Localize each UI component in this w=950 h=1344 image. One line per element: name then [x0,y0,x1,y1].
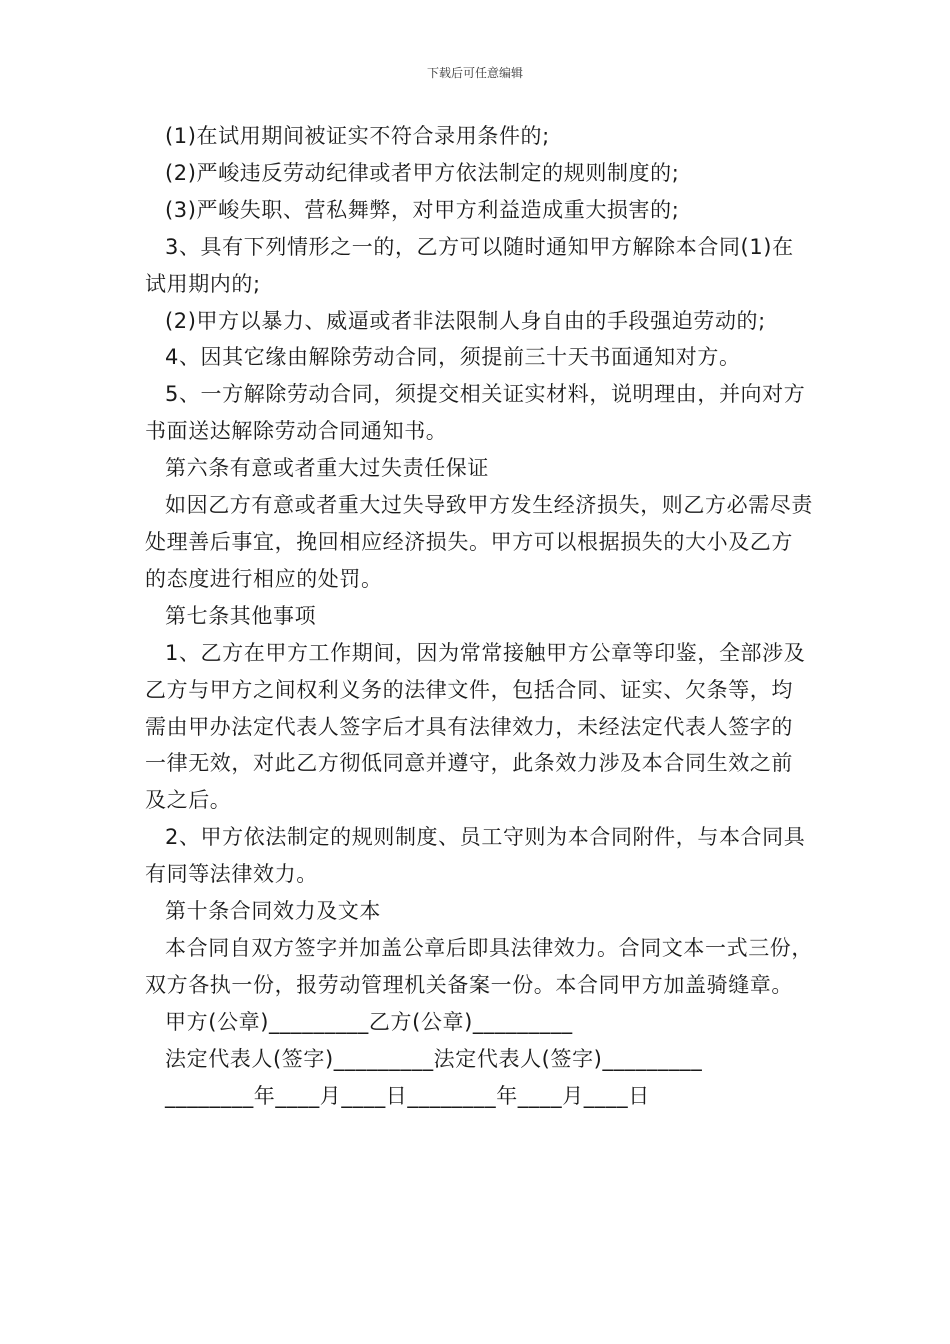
article-7-clause-2: 2、甲方依法制定的规则制度、员工守则为本合同附件，与本合同具有同等法律效力。 [145,825,806,887]
clause-dereliction: (3)严峻失职、营私舞弊，对甲方利益造成重大损害的; [165,197,680,222]
article-6-heading: 第六条有意或者重大过失责任保证 [165,456,489,481]
signature-date-line: ________年____月____日________年____月____日 [165,1083,650,1108]
signature-representative-line: 法定代表人(签字)_________法定代表人(签字)_________ [165,1046,703,1071]
document-body [145,118,813,1114]
article-10-body: 本合同自双方签字并加盖公章后即具法律效力。合同文本一式三份，双方各执一份，报劳动管理机关备案一份。本合同甲方加盖骑缝章。 [145,935,813,997]
clause-probation-unqualified: (1)在试用期间被证实不符合录用条件的; [165,124,550,148]
article-7-heading: 第七条其他事项 [165,603,317,628]
clause-4-notice: 4、因其它缘由解除劳动合同，须提前三十天书面通知对方。 [165,345,741,370]
clause-discipline-violation: (2)严峻违反劳动纪律或者甲方依法制定的规则制度的; [165,160,680,185]
article-7-clause-1: 1、乙方在甲方工作期间，因为常常接触甲方公章等印鉴，全部涉及乙方与甲方之间权利义务的法律文件，包括合同、证实、欠条等，均需由甲办法定代表人签字后才具有法律效力，未经法定代表人签字的一律无效，对此乙方彻低同意并遵守，此条效力涉及本合同生效之前及之后。 [145,640,806,813]
page-header: 下载后可任意编辑 [426,66,523,80]
clause-5-termination-notice: 5、一方解除劳动合同，须提交相关证实材料，说明理由，并向对方书面送达解除劳动合同通知书。 [145,382,806,444]
clause-forced-labor: (2)甲方以暴力、威逼或者非法限制人身自由的手段强迫劳动的; [165,308,766,333]
signature-seal-line: 甲方(公章)_________乙方(公章)_________ [165,1009,573,1034]
article-6-body: 如因乙方有意或者重大过失导致甲方发生经济损失，则乙方必需尽责处理善后事宜，挽回相应经济损失。甲方可以根据损失的大小及乙方的态度进行相应的处罚。 [145,493,813,591]
clause-3-employee-termination: 3、具有下列情形之一的，乙方可以随时通知甲方解除本合同(1)在试用期内的; [145,234,794,296]
article-10-heading: 第十条合同效力及文本 [165,899,381,924]
